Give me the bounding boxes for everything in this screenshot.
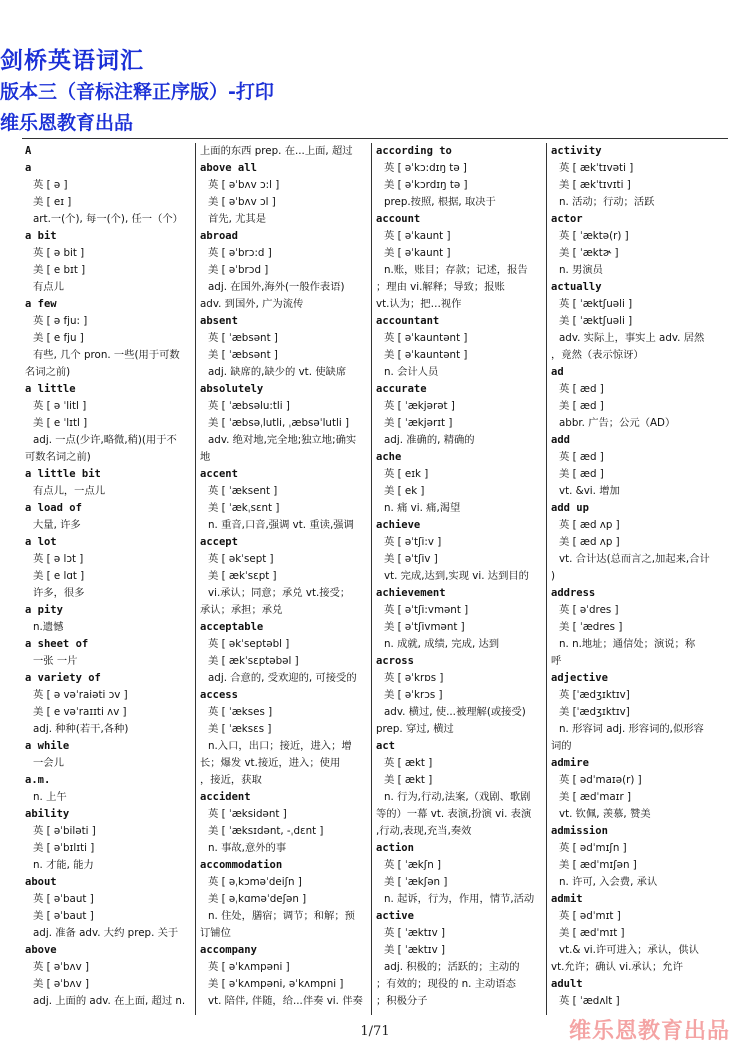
entry-line: 英 [ ˈækjərət ] — [384, 400, 455, 412]
entry-line: 美 [ e vəˈraɪɪti ʌv ] — [33, 706, 127, 718]
entry-headword: absolutely — [200, 383, 264, 395]
entry-line: adj. 合意的, 受欢迎的, 可接受的 — [208, 672, 357, 684]
entry-line: 英 [ ə ] — [33, 179, 68, 191]
entry-line: 名词之前) — [25, 366, 71, 378]
header-rule — [22, 138, 728, 139]
entry-line: 美 [ æd ] — [559, 468, 604, 480]
entry-headword: a little — [25, 383, 76, 395]
entry-line: 一张 一片 — [33, 655, 78, 667]
entry-line: 英 [ əˈbʌv ] — [33, 961, 90, 973]
entry-headword: accurate — [376, 383, 427, 395]
entry-headword: accident — [200, 791, 251, 803]
entry-line: ,行动,表现,充当,奏效 — [376, 825, 472, 837]
entry-line: 英 [ˈædʒɪktɪv] — [559, 689, 630, 701]
entry-headword: adjective — [551, 672, 608, 684]
entry-headword: accompany — [200, 944, 257, 956]
entry-line: 英 [ ˈæktɪv ] — [384, 927, 446, 939]
entry-line: 英 [ əˈbaut ] — [33, 893, 94, 905]
entry-headword: actually — [551, 281, 602, 293]
entry-line: 英 [ ə ˈlitl ] — [33, 400, 87, 412]
entry-line: 美 [ ˈækˌsɛnt ] — [208, 502, 280, 514]
entry-line: 等的）一幕 vt. 表演,扮演 vi. 表演 — [376, 808, 532, 820]
entry-headword: absent — [200, 315, 238, 327]
entry-line: 美 [ ædˈmɪʃən ] — [559, 859, 637, 871]
entry-headword: a.m. — [25, 774, 51, 786]
entry-line: 英 [ əˈkrɒs ] — [384, 672, 444, 684]
entry-line: adv. 实际上，事实上 adv. 居然 — [559, 332, 705, 344]
entry-line: 美 [ ædˈmɪt ] — [559, 927, 625, 939]
entry-line: 英 [ ækˈtɪvəti ] — [559, 162, 634, 174]
entry-headword: ache — [376, 451, 402, 463]
entry-line: n. 行为,行动,法案,（戏剧、歌剧 — [384, 791, 531, 803]
entry-headword: a variety of — [25, 672, 101, 684]
entry-line: n. 痛 vi. 痛,渴望 — [384, 502, 461, 514]
entry-line: 美 [ ˈækjərɪt ] — [384, 417, 453, 429]
entry-line: adj. 在国外,海外(一般作表语) — [208, 281, 345, 293]
entry-headword: address — [551, 587, 596, 599]
entry-line: 一会儿 — [33, 757, 64, 769]
entry-line: 美 [ e ˈlɪtl ] — [33, 417, 88, 429]
entry-line: 呼 — [551, 655, 562, 667]
entry-line: 美 [ əˈbʌv ] — [33, 978, 90, 990]
entry-line: 有点儿 — [33, 281, 64, 293]
entry-headword: accept — [200, 536, 238, 548]
entry-headword: abroad — [200, 230, 238, 242]
entry-line: 美 [ əˌkɑməˈdeʃən ] — [208, 893, 307, 905]
entry-line: 美 [ e fju ] — [33, 332, 84, 344]
entry-line: art.一(个), 每一(个), 任一（个） — [33, 213, 183, 225]
entry-line: adv. 到国外, 广为流传 — [200, 298, 304, 310]
entry-line: n. 形容词 adj. 形容词的,似形容 — [559, 723, 704, 735]
entry-line: adj. 缺席的,缺少的 vt. 使缺席 — [208, 366, 347, 378]
entry-headword: actor — [551, 213, 583, 225]
entry-headword: a pity — [25, 604, 63, 616]
entry-headword: a sheet of — [25, 638, 89, 650]
entry-line: 词的 — [551, 740, 572, 752]
column-2 — [200, 143, 367, 1013]
entry-line: 首先, 尤其是 — [208, 213, 267, 225]
entry-line: n. 许可, 入会费, 承认 — [559, 876, 658, 888]
entry-line: 美 [ ˈæktʃuəli ] — [559, 315, 633, 327]
entry-line: adv. 横过, 使...被理解(或接受) — [384, 706, 526, 718]
entry-headword: add — [551, 434, 570, 446]
entry-line: n. 会计人员 — [384, 366, 439, 378]
entry-line: ，接近，获取 — [200, 774, 262, 786]
entry-line: 英 [ ˈæktə(r) ] — [559, 230, 629, 242]
entry-line: 英 [ æd ] — [559, 383, 604, 395]
entry-line: 英 [ ədˈmaɪə(r) ] — [559, 774, 642, 786]
entry-line: 美 [ ækt ] — [384, 774, 433, 786]
entry-headword: a while — [25, 740, 70, 752]
entry-headword: a load of — [25, 502, 82, 514]
entry-line: 英 [ ˈæbsənt ] — [208, 332, 278, 344]
page-number: 1/71 — [360, 1024, 390, 1039]
entry-headword: ability — [25, 808, 70, 820]
entry-headword: acceptable — [200, 621, 264, 633]
entry-line: 英 [ ədˈmɪt ] — [559, 910, 621, 922]
column-divider — [195, 143, 196, 1015]
entry-line: 美 [ əˈkɔrdɪŋ tə ] — [384, 179, 468, 191]
entry-line: 英 [ ədˈmɪʃn ] — [559, 842, 627, 854]
entry-line: vt.允许；确认 vi.承认；允许 — [551, 961, 683, 973]
entry-line: 英 [ əˈkaunt ] — [384, 230, 451, 242]
entry-line: n.入口，出口；接近，进入；增 — [208, 740, 352, 752]
entry-line: ；积极分子 — [376, 995, 428, 1007]
entry-headword: according to — [376, 145, 452, 157]
entry-headword: accountant — [376, 315, 440, 327]
entry-line: vt. &vi. 增加 — [559, 485, 620, 497]
entry-line: 英 [ ə fju: ] — [33, 315, 88, 327]
entry-headword: adult — [551, 978, 583, 990]
entry-line: vt. 合计达(总而言之,加起来,合计 — [559, 553, 710, 565]
entry-headword: a lot — [25, 536, 57, 548]
entry-line: ，竟然（表示惊讶） — [551, 349, 644, 361]
entry-headword: above all — [200, 162, 257, 174]
entry-line: 美 [ ˈækʃən ] — [384, 876, 448, 888]
entry-line: 英 [ ə lɔt ] — [33, 553, 84, 565]
entry-line: 英 [ æd ] — [559, 451, 604, 463]
entry-line: 有些, 几个 pron. 一些(用于可数 — [33, 349, 180, 361]
entry-line: adj. 种种(若干,各种) — [33, 723, 129, 735]
entry-line: 英 [ əˌkɔməˈdeiʃn ] — [208, 876, 302, 888]
entry-line: n. 才能, 能力 — [33, 859, 94, 871]
entry-line: prep.按照, 根据, 取决于 — [384, 196, 496, 208]
entry-line: 美 [ əˈbʌv ɔl ] — [208, 196, 276, 208]
entry-line: 美 [ ˈæksɪdənt, -ˌdɛnt ] — [208, 825, 324, 837]
entry-headword: a few — [25, 298, 57, 310]
entry-headword: active — [376, 910, 414, 922]
entry-headword: admire — [551, 757, 589, 769]
entry-headword: account — [376, 213, 421, 225]
entry-line: vt. 陪伴, 伴随，给...伴奏 vi. 伴奏 — [208, 995, 363, 1007]
entry-headword: accommodation — [200, 859, 283, 871]
entry-headword: a — [25, 162, 32, 174]
entry-line: 承认；承担；承兑 — [200, 604, 283, 616]
watermark: 维乐恩教育出品 — [568, 1019, 730, 1044]
entry-line: vt.认为；把…视作 — [376, 298, 462, 310]
entry-line: 英 [ əˈtʃi:vmənt ] — [384, 604, 469, 616]
entry-line: 英 [ eɪk ] — [384, 468, 429, 480]
document-title: 剑桥英语词汇 — [0, 48, 144, 74]
entry-line: n. 起诉，行为，作用，情节,活动 — [384, 893, 535, 905]
entry-line: 英 [ əkˈsept ] — [208, 553, 274, 565]
column-1 — [25, 143, 190, 1013]
entry-line: 美 [ ækˈsɛpt ] — [208, 570, 277, 582]
entry-line: 英 [ əˈbrɔ:d ] — [208, 247, 272, 259]
entry-headword: admission — [551, 825, 608, 837]
entry-line: 可数名词之前) — [25, 451, 91, 463]
entry-headword: admit — [551, 893, 583, 905]
entry-line: ) — [551, 570, 556, 582]
entry-line: 英 [ æd ʌp ] — [559, 519, 620, 531]
entry-headword: above — [25, 944, 57, 956]
entry-line: 英 [ ˈæksidənt ] — [208, 808, 287, 820]
entry-line: 美 [ ˈæktɚ ] — [559, 247, 619, 259]
entry-headword: achieve — [376, 519, 421, 531]
entry-line: 英 [ ækt ] — [384, 757, 433, 769]
entry-line: 上面的东西 prep. 在...上面, 超过 — [200, 145, 353, 157]
entry-line: 英 [ ə bit ] — [33, 247, 85, 259]
entry-line: vt. 完成,达到,实现 vi. 达到目的 — [384, 570, 529, 582]
column-divider — [546, 143, 547, 1015]
entry-headword: a little bit — [25, 468, 101, 480]
entry-line: abbr. 广告；公元（AD） — [559, 417, 676, 429]
entry-line: 美 [ əˈtʃiv ] — [384, 553, 438, 565]
entry-headword: across — [376, 655, 414, 667]
entry-headword: accent — [200, 468, 238, 480]
entry-headword: achievement — [376, 587, 446, 599]
entry-line: 订铺位 — [200, 927, 231, 939]
entry-headword: about — [25, 876, 57, 888]
entry-line: 美 [ e bɪt ] — [33, 264, 86, 276]
entry-line: 英 [ ˈæksent ] — [208, 485, 278, 497]
entry-line: 英 [ əˈkauntənt ] — [384, 332, 468, 344]
entry-line: 英 [ əˈbiləti ] — [33, 825, 96, 837]
entry-line: ；理由 vi.解释；导致；报账 — [376, 281, 505, 293]
entry-line: 美 [ ædˈmaɪr ] — [559, 791, 632, 803]
entry-line: vi.承认；同意；承兑 vt.接受； — [208, 587, 351, 599]
entry-line: 英 [ ˈækʃn ] — [384, 859, 442, 871]
entry-headword: access — [200, 689, 238, 701]
entry-headword: ad — [551, 366, 564, 378]
entry-line: 英 [ əˈtʃi:v ] — [384, 536, 442, 548]
entry-line: 英 [ ˈækses ] — [208, 706, 273, 718]
entry-line: 美 [ əˈbɪlɪti ] — [33, 842, 95, 854]
entry-line: prep. 穿过, 横过 — [376, 723, 454, 735]
entry-headword: A — [25, 145, 32, 157]
entry-line: n. 事故,意外的事 — [208, 842, 287, 854]
entry-headword: act — [376, 740, 395, 752]
entry-line: vt. 钦佩, 羡慕, 赞美 — [559, 808, 651, 820]
entry-line: 美 [ əˈkaunt ] — [384, 247, 451, 259]
entry-line: vt.& vi.许可进入；承认，供认 — [559, 944, 699, 956]
entry-line: 英 [ əˈkʌmpəni ] — [208, 961, 290, 973]
entry-line: 美 [ ˈæbsəˌlutli, ˌæbsəˈlutli ] — [208, 417, 350, 429]
entry-line: n. 活动；行动；活跃 — [559, 196, 655, 208]
entry-line: 英 [ əkˈseptəbl ] — [208, 638, 290, 650]
entry-line: 美 [ ˈædres ] — [559, 621, 623, 633]
entry-line: 美 [ eɪ ] — [33, 196, 72, 208]
entry-line: n.账，账目；存款；记述，报告 — [384, 264, 528, 276]
entry-line: 地 — [200, 451, 211, 463]
entry-line: 英 [ əˈdres ] — [559, 604, 619, 616]
entry-line: 美 [ æd ʌp ] — [559, 536, 620, 548]
entry-line: adj. 积极的；活跃的；主动的 — [384, 961, 520, 973]
entry-line: 美 [ e lɑt ] — [33, 570, 85, 582]
entry-line: 美 [ əˈbrɔd ] — [208, 264, 269, 276]
entry-line: adj. 准确的, 精确的 — [384, 434, 475, 446]
entry-line: 美 [ˈædʒɪktɪv] — [559, 706, 630, 718]
entry-line: adj. 上面的 adv. 在上面, 超过 n. — [33, 995, 186, 1007]
entry-line: n. n.地址；通信处；演说；称 — [559, 638, 696, 650]
entry-line: 英 [ ˈæktʃuəli ] — [559, 298, 633, 310]
entry-line: 美 [ ækˈsɛptəbəl ] — [208, 655, 299, 667]
entry-line: adj. 一点(少许,略微,稍)(用于不 — [33, 434, 177, 446]
entry-line: 英 [ ˈæbsəlu:tli ] — [208, 400, 290, 412]
entry-line: 英 [ ˈædʌlt ] — [559, 995, 620, 1007]
entry-line: 美 [ ˈæksɛs ] — [208, 723, 272, 735]
entry-line: n. 重音,口音,强调 vt. 重读,强调 — [208, 519, 354, 531]
entry-line: 美 [ əˈbaut ] — [33, 910, 94, 922]
entry-line: ；有效的；现役的 n. 主动语态 — [376, 978, 516, 990]
entry-line: adv. 绝对地,完全地;独立地;确实 — [208, 434, 357, 446]
entry-line: n. 男演员 — [559, 264, 603, 276]
entry-line: 美 [ æd ] — [559, 400, 604, 412]
entry-line: 英 [ ə vəˈraiəti ɔv ] — [33, 689, 128, 701]
entry-line: 许多，很多 — [33, 587, 85, 599]
entry-headword: add up — [551, 502, 589, 514]
entry-line: adj. 准备 adv. 大约 prep. 关于 — [33, 927, 179, 939]
entry-line: 美 [ əˈkauntənt ] — [384, 349, 468, 361]
entry-line: 有点儿，一点儿 — [33, 485, 106, 497]
entry-line: n. 上午 — [33, 791, 67, 803]
entry-line: 长；爆发 vt.接近，进入；使用 — [200, 757, 341, 769]
entry-headword: action — [376, 842, 414, 854]
entry-line: 美 [ ækˈtɪvɪti ] — [559, 179, 631, 191]
entry-headword: a bit — [25, 230, 57, 242]
entry-line: 大量, 许多 — [33, 519, 81, 531]
entry-line: 美 [ əˈkʌmpəni, əˈkʌmpni ] — [208, 978, 344, 990]
entry-line: n. 成就, 成绩, 完成, 达到 — [384, 638, 500, 650]
entry-line: n. 住处，膳宿；调节；和解；预 — [208, 910, 355, 922]
entry-line: n.遗憾 — [33, 621, 64, 633]
publisher-line: 维乐恩教育出品 — [0, 112, 134, 134]
entry-line: 美 [ əˈtʃivmənt ] — [384, 621, 465, 633]
entry-line: 美 [ əˈkrɔs ] — [384, 689, 443, 701]
entry-headword: activity — [551, 145, 602, 157]
column-3 — [376, 143, 543, 1013]
entry-line: 美 [ ek ] — [384, 485, 425, 497]
entry-line: 美 [ ˈæktɪv ] — [384, 944, 446, 956]
entry-line: 英 [ əˈbʌv ɔ:l ] — [208, 179, 280, 191]
entry-line: 英 [ əˈkɔ:dɪŋ tə ] — [384, 162, 467, 174]
document-subtitle: 版本三（音标注释正序版）-打印 — [0, 81, 274, 103]
entry-line: 美 [ ˈæbsənt ] — [208, 349, 278, 361]
column-4 — [551, 143, 721, 1013]
column-divider — [371, 143, 372, 1015]
